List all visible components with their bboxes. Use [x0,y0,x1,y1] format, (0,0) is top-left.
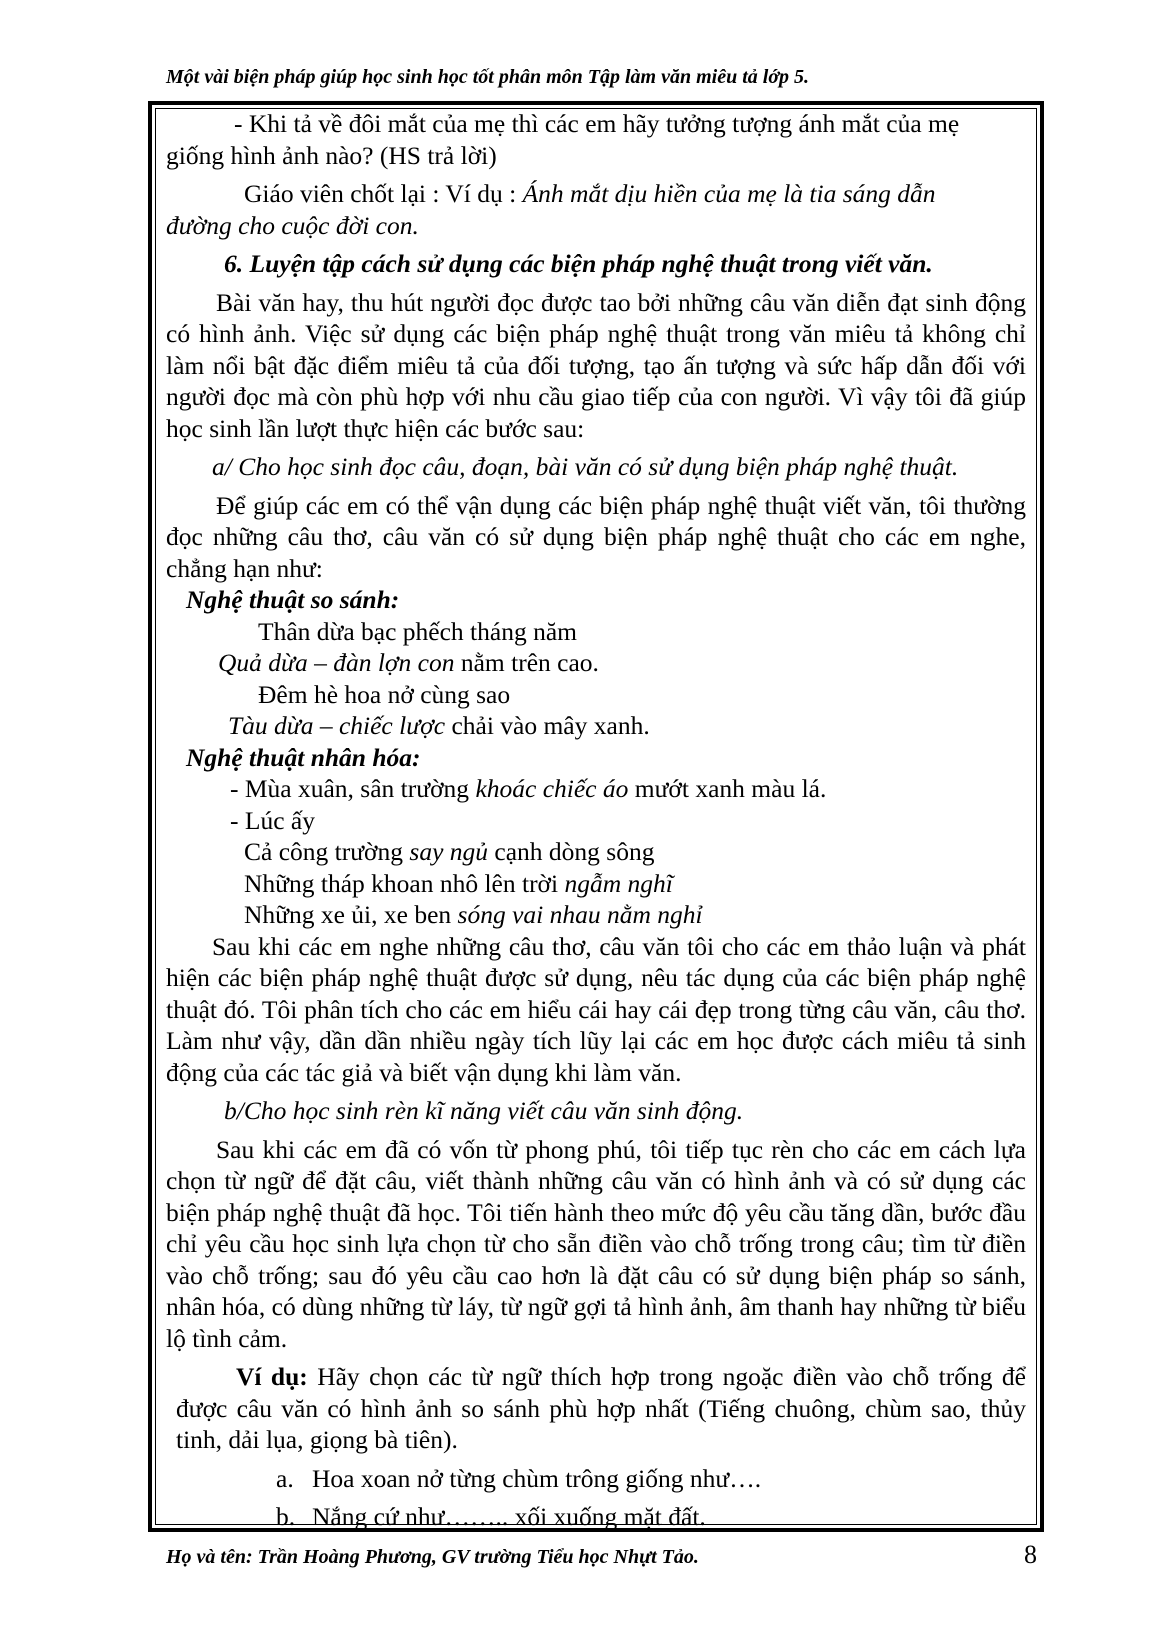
poem-line: Đêm hè hoa nở cùng sao [258,679,511,709]
page-header: Một vài biện pháp giúp học sinh học tốt phân môn Tập làm văn miêu tả lớp 5. [166,66,810,88]
teacher-example-cont: đường cho cuộc đời con. [166,210,419,240]
option-text: Nắng cứ như…….. xối xuống mặt đất. [312,1502,706,1531]
poem-italic: ngẫm nghĩ [564,868,673,898]
teacher-conclusion-cont [166,210,1026,242]
comparison-heading: Nghệ thuật so sánh: [186,585,400,614]
page-number: 8 [1024,1540,1037,1569]
example-label: Ví dụ: [236,1362,308,1391]
paragraph-1: Bài văn hay, thu hút người đọc được tao bởi những câu văn diễn đạt sinh động có hình ảnh. Việc sử dụng các biện pháp nghệ thuật trong văn miêu tả không chỉ làm nổi bật đặc điểm miêu tả của đối tượng, tạo ấn tượng và sức hấp dẫn đối với người đọc mà còn phù hợp với nhu cầu giao tiếp của con người. Vì vậy tôi đã giúp học sinh lần lượt thực hiện các bước sau: [166,287,1026,443]
step-a: a/ Cho học sinh đọc câu, đoạn, bài văn có sử dụng biện pháp nghệ thuật. [212,452,959,481]
poem-text: Những tháp khoan nhô lên trời [244,868,565,898]
section-heading: 6. Luyện tập cách sử dụng các biện pháp nghệ thuật trong viết văn. [224,249,933,278]
poem-line: Thân dừa bạc phếch tháng năm [258,616,577,646]
question-line-cont: giống hình ảnh nào? (HS trả lời) [166,140,497,170]
poem-italic: sóng vai nhau nằm nghỉ [457,900,703,929]
step-b: b/Cho học sinh rèn kĩ năng viết câu văn sinh động. [224,1096,744,1125]
poem-line [166,899,1026,931]
teacher-example: Ánh mắt dịu hiền của mẹ là tia sáng dẫn [522,179,936,208]
option-text: Hoa xoan nở từng chùm trông giống như…. [312,1463,762,1493]
example-line [166,773,1026,805]
page-footer: Họ và tên: Trần Hoàng Phương, GV trường Tiểu học Nhựt Tảo. [166,1546,699,1568]
example-italic: khoác chiếc áo [475,774,629,803]
option-a [166,1463,1026,1495]
poem-text: Cả công trường [244,837,410,866]
option-marker: b. [276,1502,296,1531]
example-text: mướt xanh màu lá. [628,774,827,803]
option-b [166,1501,1026,1533]
example-paragraph [166,1361,1026,1456]
paragraph-2: Để giúp các em có thể vận dụng các biện pháp nghệ thuật viết văn, tôi thường đọc những câu thơ, câu văn có sử dụng biện pháp nghệ thuật cho các em nghe, chẳng hạn như: [166,490,1026,583]
poem-line [166,710,1026,742]
personification-heading: Nghệ thuật nhân hóa: [186,742,421,772]
example-line: - Lúc ấy [230,805,315,835]
poem-line [166,647,1026,679]
teacher-prefix: Giáo viên chốt lại : Ví dụ : [244,179,523,208]
question-line: - Khi tả về đôi mắt của mẹ thì các em hãy tưởng tượng ánh mắt của mẹ [234,109,960,138]
poem-text: nằm trên cao. [454,648,599,677]
poem-text: chải vào mây xanh. [445,711,650,740]
poem-text: cạnh dòng sông [488,837,655,866]
poem-text: Những xe ủi, xe ben [244,900,458,929]
poem-line [166,868,1026,900]
poem-image: Quả dừa – đàn lợn con [218,648,455,677]
paragraph-4: Sau khi các em đã có vốn từ phong phú, tôi tiếp tục rèn cho các em cách lựa chọn từ ngữ để đặt câu, viết thành những câu văn có hình ảnh và có sử dụng các biện pháp nghệ thuật đã học. Tôi tiến hành theo mức độ yêu cầu tăng dần, bước đầu chỉ yêu cầu học sinh lựa chọn từ cho sẵn điền vào chỗ trống trong câu; tìm từ điền vào chỗ trống; sau đó yêu cầu cao hơn là đặt câu có sử dụng biện pháp so sánh, nhân hóa, có dùng những từ láy, từ ngữ gợi tả hình ảnh, âm thanh hay những từ biểu lộ tình cảm. [166,1134,1026,1353]
option-marker: a. [276,1463,294,1493]
paragraph-3: Sau khi các em nghe những câu thơ, câu văn tôi cho các em thảo luận và phát hiện các biện pháp nghệ thuật được sử dụng, nêu tác dụng của các biện pháp nghệ thuật đó. Tôi phân tích cho các em hiểu cái hay cái đẹp trong từng câu văn, câu thơ. Làm như vậy, dần dần nhiều ngày tích lũy lại các em học được cách miêu tả sinh động của các tác giả và biết vận dụng khi làm văn. [166,931,1026,1087]
poem-italic: say ngủ [409,837,489,866]
page-content [166,108,1026,1533]
example-text: - Mùa xuân, sân trường [230,774,476,803]
poem-line [166,836,1026,868]
poem-image: Tàu dừa – chiếc lược [228,711,446,740]
example-text: Hãy chọn các từ ngữ thích hợp trong ngoặc điền vào chỗ trống để được câu văn có hình ảnh so sánh phù hợp nhất (Tiếng chuông, chùm sao, thủy tinh, dải lụa, giọng bà tiên). [176,1362,1026,1454]
teacher-conclusion [166,178,1026,210]
